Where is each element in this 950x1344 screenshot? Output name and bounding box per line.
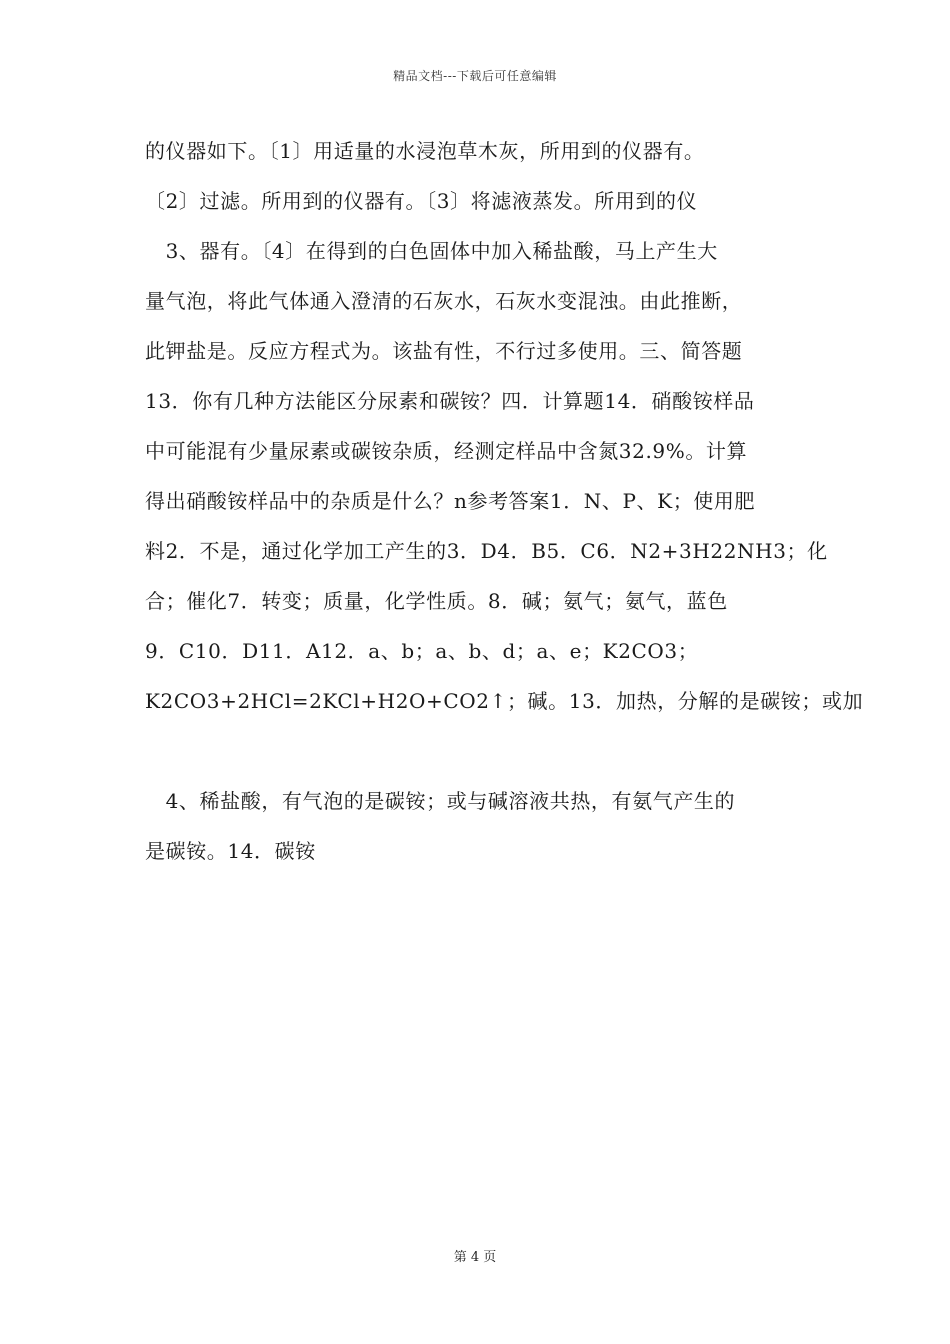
text-line: 此钾盐是。反应方程式为。该盐有性，不行过多使用。三、简答题 (145, 339, 743, 363)
text-line: 中可能混有少量尿素或碳铵杂质，经测定样品中含氮32.9%。计算 (145, 439, 748, 463)
text-line: 9．C10．D11．A12．a、b；a、b、d；a、e；K2CO3； (145, 639, 699, 663)
text-line: 是碳铵。14．碳铵 (145, 839, 316, 863)
text-line: 13．你有几种方法能区分尿素和碳铵？四．计算题14．硝酸铵样品 (145, 389, 755, 413)
text-line: 的仪器如下。〔1〕用适量的水浸泡草木灰，所用到的仪器有。 (145, 139, 705, 163)
text-line: 〔2〕过滤。所用到的仪器有。〔3〕将滤液蒸发。所用到的仪 (145, 189, 698, 213)
text-line: K2CO3+2HCl=2KCl+H2O+CO2↑；碱。13．加热，分解的是碳铵；或加 (145, 689, 864, 713)
text-line: 3、器有。〔4〕在得到的白色固体中加入稀盐酸，马上产生大 (145, 239, 718, 263)
page-header: 精品文档---下载后可任意编辑 (393, 69, 557, 83)
text-line: 4、稀盐酸，有气泡的是碳铵；或与碱溶液共热，有氨气产生的 (145, 789, 736, 813)
page-number: 第 4 页 (453, 1250, 497, 1265)
text-line: 量气泡，将此气体通入澄清的石灰水，石灰水变混浊。由此推断， (145, 289, 743, 313)
text-line: 得出硝酸铵样品中的杂质是什么？n参考答案1．N、P、K；使用肥 (145, 489, 756, 513)
text-line: 料2．不是，通过化学加工产生的3．D4．B5．C6．N2+3H22NH3；化 (145, 539, 828, 563)
text-line: 合；催化7．转变；质量，化学性质。8．碱；氨气；氨气，蓝色 (145, 589, 728, 613)
